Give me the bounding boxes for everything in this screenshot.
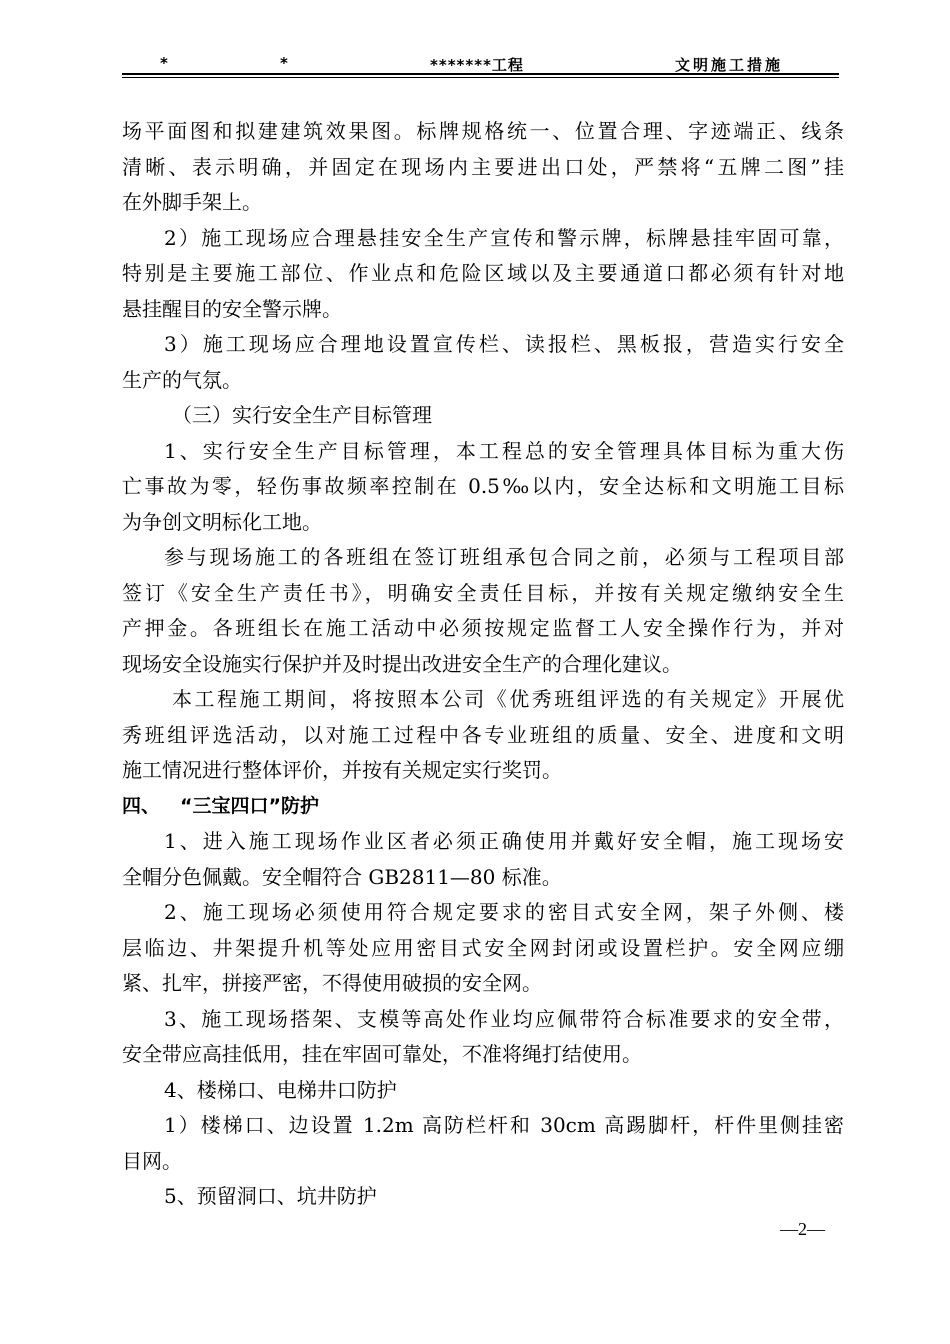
section-heading: [122, 789, 844, 825]
text-line: 现场安全设施实行保护并及时提出改进安全生产的合理化建议。: [122, 651, 682, 676]
section-number: 四、: [122, 794, 161, 817]
text-line: 安全带应高挂低用，挂在牢固可靠处，不准将绳打结使用。: [122, 1042, 642, 1066]
text-line: 亡事故为零，轻伤事故频率控制在 0.5‰以内，安全达标和文明施工目标: [122, 474, 844, 498]
text-line: 3、施工现场搭架、支模等高处作业均应佩带符合标准要求的安全带，: [164, 1006, 844, 1031]
text-line: 在外脚手架上。: [122, 190, 262, 214]
text-line: 特别是主要施工部位、作业点和危险区域以及主要通道口都必须有针对地: [122, 261, 844, 285]
header-star-1: *: [160, 54, 168, 72]
header-star-2: *: [280, 54, 288, 72]
text-line: 全帽分色佩戴。安全帽符合 GB2811—80 标准。: [122, 864, 562, 889]
text-line: 3）施工现场应合理地设置宣传栏、读报栏、黑板报，营造实行安全: [164, 332, 844, 356]
text-line: 层临边、井架提升机等处应用密目式安全网封闭或设置栏护。安全网应绷: [122, 935, 844, 960]
text-line: 1、进入施工现场作业区者必须正确使用并戴好安全帽，施工现场安: [164, 829, 844, 853]
text-line: 1、实行安全生产目标管理，本工程总的安全管理具体目标为重大伤: [164, 438, 844, 463]
text-line: 参与现场施工的各班组在签订班组承包合同之前，必须与工程项目部: [164, 545, 844, 569]
subsection-heading: （三）实行安全生产目标管理: [172, 403, 432, 427]
text-line: 紧、扎牢，拼接严密，不得使用破损的安全网。: [122, 971, 542, 995]
text-line: 1）楼梯口、边设置 1.2m 高防栏杆和 30cm 高踢脚杆，杆件里侧挂密: [164, 1113, 844, 1137]
text-line: 5、预留洞口、坑井防护: [164, 1184, 377, 1208]
section-title: “三宝四口”防护: [180, 794, 319, 817]
page-header: [122, 52, 839, 74]
text-line: 签订《安全生产责任书》，明确安全责任目标，并按有关规定缴纳安全生: [122, 580, 844, 605]
text-line: 本工程施工期间，将按照本公司《优秀班组评选的有关规定》开展优: [172, 687, 844, 711]
header-document-title: 文明施工措施: [675, 56, 784, 74]
text-line: 目网。: [122, 1148, 182, 1173]
page-number: —2—: [780, 1219, 825, 1239]
text-line: 2、施工现场必须使用符合规定要求的密目式安全网，架子外侧、楼: [164, 900, 844, 924]
text-line: 4、楼梯口、电梯井口防护: [164, 1077, 397, 1102]
text-line: 秀班组评选活动，以对施工过程中各专业班组的质量、安全、进度和文明: [122, 722, 844, 747]
text-line: 产押金。各班组长在施工活动中必须按规定监督工人安全操作行为，并对: [122, 616, 844, 640]
text-line: 生产的气氛。: [122, 367, 242, 392]
header-project-name: *******工程: [430, 56, 524, 74]
header-rule-thick: [122, 73, 839, 75]
text-line: 悬挂醒目的安全警示牌。: [122, 296, 342, 321]
text-line: 2）施工现场应合理悬挂安全生产宣传和警示牌，标牌悬挂牢固可靠，: [164, 225, 844, 250]
document-body: [122, 114, 844, 1215]
text-line: 场平面图和拟建建筑效果图。标牌规格统一、位置合理、字迹端正、线条: [122, 119, 844, 143]
header-rule-thin: [122, 77, 839, 78]
text-line: 清晰、表示明确，并固定在现场内主要进出口处，严禁将“五牌二图”挂: [122, 154, 844, 179]
text-line: 施工情况进行整体评价，并按有关规定实行奖罚。: [122, 758, 562, 782]
text-line: 为争创文明标化工地。: [122, 509, 322, 534]
